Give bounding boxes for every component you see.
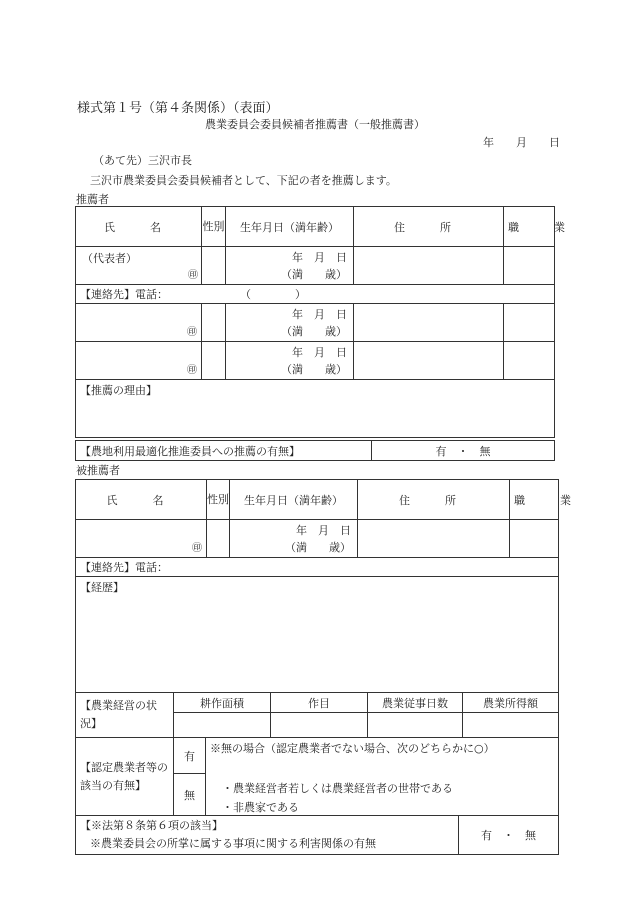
reason-row [76, 380, 555, 438]
occupation-cell[interactable] [504, 304, 555, 342]
col-name: 氏 名 [76, 207, 202, 247]
career-label: 【経歴】 [80, 581, 124, 594]
seal-mark: ㊞ [188, 270, 198, 281]
dob-cell[interactable] [226, 304, 354, 342]
occupation-cell[interactable] [504, 247, 555, 285]
recommender-row-1 [76, 247, 555, 285]
recommender-contact-row [76, 285, 555, 304]
dob-date: 年 月 日 [292, 250, 347, 264]
article-yes-no[interactable]: 有 ・ 無 [459, 816, 559, 855]
certified-yes-row [76, 738, 559, 774]
option-non-farm[interactable]: ・非農家である [222, 801, 299, 814]
reason-label: 【推薦の理由】 [80, 384, 157, 397]
col-occupation: 職 業 [504, 207, 555, 247]
dob-cell[interactable] [226, 342, 354, 380]
dob-date: 年 月 日 [296, 523, 351, 537]
farm-income-cell[interactable] [463, 713, 559, 738]
nominee-contact-cell[interactable] [76, 558, 559, 577]
farm-col-income: 農業所得額 [463, 693, 559, 713]
sex-cell[interactable] [202, 342, 226, 380]
farm-crop-cell[interactable] [271, 713, 368, 738]
col-dob: 生年月日（満年齢） [226, 207, 354, 247]
no-case-note: ※無の場合（認定農業者でない場合、次のどちらかに○） [210, 742, 495, 755]
recommender-section-label: 推薦者 [76, 193, 109, 206]
farm-header-row [76, 693, 559, 713]
article-cell [76, 816, 459, 855]
recommender-row-2 [76, 304, 555, 342]
certified-table [75, 737, 559, 816]
sex-cell[interactable] [202, 304, 226, 342]
certified-note-cell [206, 738, 559, 816]
committee-yes-no[interactable]: 有 ・ 無 [372, 441, 555, 461]
document-title: 農業委員会委員候補者推薦書（一般推薦書） [205, 118, 425, 131]
col-name: 氏 名 [76, 480, 207, 520]
recommender-header-row [76, 207, 555, 247]
farm-status-label: 【農業経営の状況】 [76, 693, 174, 738]
article-row [76, 816, 559, 855]
address-cell[interactable] [354, 342, 504, 380]
seal-mark: ㊞ [192, 543, 202, 554]
recommender-contact-cell[interactable] [76, 285, 555, 304]
committee-row [76, 441, 555, 461]
committee-label: 【農地利用最適化推進委員への推薦の有無】 [76, 441, 372, 461]
recommender-name-cell[interactable] [76, 304, 202, 342]
dob-cell[interactable] [226, 247, 354, 285]
dob-age: （満 歳） [281, 267, 347, 281]
farm-col-area: 耕作面積 [174, 693, 271, 713]
recommender-table [75, 206, 577, 438]
contact-label: 【連絡先】電話： [80, 561, 168, 574]
seal-mark: ㊞ [187, 327, 197, 338]
representative-label: （代表者） [82, 252, 137, 265]
certified-yes[interactable]: 有 [174, 738, 206, 774]
certified-label: 【認定農業者等の該当の有無】 [76, 738, 174, 816]
article-table [75, 815, 559, 855]
form-number: 様式第１号（第４条関係）（表面） [77, 101, 279, 116]
col-dob: 生年月日（満年齢） [230, 480, 358, 520]
recommender-name-cell[interactable] [76, 342, 202, 380]
article-note: ※農業委員会の所掌に属する事項に関する利害関係の有無 [90, 837, 376, 850]
farm-col-days: 農業従事日数 [368, 693, 463, 713]
col-address: 住 所 [358, 480, 510, 520]
contact-paren: （ ） [240, 288, 306, 301]
occupation-cell[interactable] [510, 520, 559, 558]
nominee-table [75, 479, 583, 693]
certified-no[interactable]: 無 [174, 774, 206, 816]
recommender-row-3 [76, 342, 555, 380]
career-row [76, 577, 559, 693]
dob-age: （満 歳） [281, 362, 347, 376]
nominee-contact-row [76, 558, 559, 577]
sex-cell[interactable] [202, 247, 226, 285]
nominee-header-row [76, 480, 559, 520]
occupation-cell[interactable] [504, 342, 555, 380]
contact-label: 【連絡先】電話： [80, 288, 168, 301]
address-cell[interactable] [358, 520, 510, 558]
recommender-name-cell[interactable] [76, 247, 202, 285]
intro-text: 三沢市農業委員会委員候補者として、下記の者を推薦します。 [90, 174, 397, 187]
nominee-section-label: 被推薦者 [76, 464, 120, 477]
committee-table [75, 440, 555, 461]
option-farm-household[interactable]: ・農業経営者若しくは農業経営者の世帯である [222, 782, 453, 795]
farm-status-table [75, 692, 559, 738]
career-cell[interactable] [76, 577, 559, 693]
date-field: 年 月 日 [483, 136, 560, 149]
col-occupation: 職 業 [510, 480, 559, 520]
sex-cell[interactable] [207, 520, 230, 558]
farm-area-cell[interactable] [174, 713, 271, 738]
reason-cell[interactable] [76, 380, 555, 438]
dob-age: （満 歳） [281, 324, 347, 338]
dob-date: 年 月 日 [292, 345, 347, 359]
address-cell[interactable] [354, 247, 504, 285]
col-sex: 性別 [207, 480, 230, 520]
dob-cell[interactable] [230, 520, 358, 558]
addressee: （あて先）三沢市長 [93, 154, 192, 167]
article-label: 【※法第８条第６項の該当】 [80, 819, 223, 832]
nominee-row [76, 520, 559, 558]
farm-days-cell[interactable] [368, 713, 463, 738]
options-block [222, 779, 453, 817]
farm-col-crop: 作目 [271, 693, 368, 713]
dob-age: （満 歳） [285, 540, 351, 554]
seal-mark: ㊞ [187, 365, 197, 376]
col-address: 住 所 [354, 207, 504, 247]
address-cell[interactable] [354, 304, 504, 342]
nominee-name-cell[interactable] [76, 520, 207, 558]
col-sex: 性別 [202, 207, 226, 247]
dob-date: 年 月 日 [292, 307, 347, 321]
